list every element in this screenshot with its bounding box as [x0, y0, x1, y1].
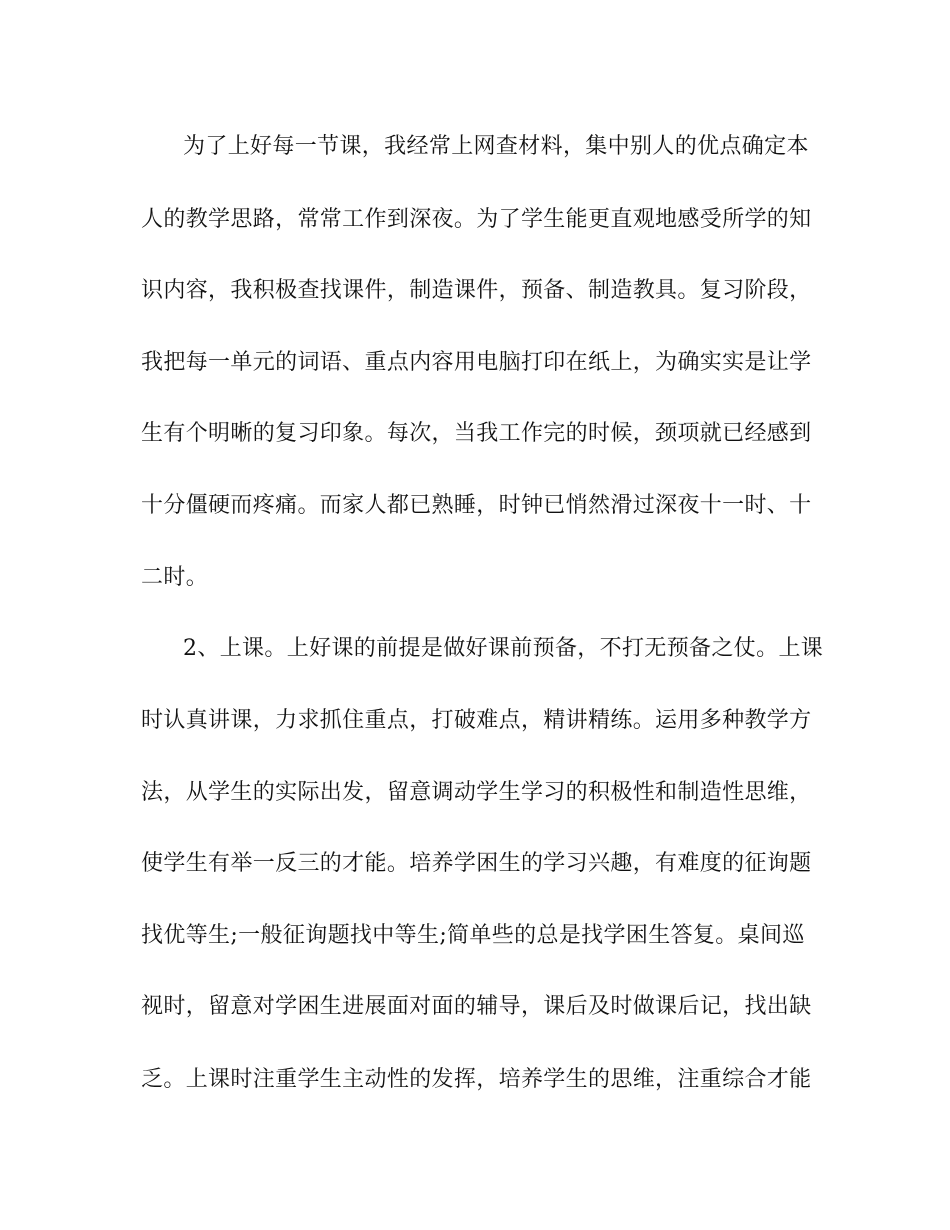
paragraph-1-line-4: 我把每一单元的词语、重点内容用电脑打印在纸上，为确实实是让学	[141, 350, 812, 375]
paragraph-1-line-1: 为了上好每一节课，我经常上网查材料，集中别人的优点确定本	[183, 134, 809, 159]
paragraph-1-line-5: 生有个明晰的复习印象。每次，当我工作完的时候，颈项就已经感到	[141, 421, 812, 446]
paragraph-1-line-3: 识内容，我积极查找课件，制造课件，预备、制造教具。复习阶段，	[141, 278, 812, 303]
paragraph-1-line-6: 十分僵硬而疼痛。而家人都已熟睡，时钟已悄然滑过深夜十一时、十	[141, 493, 812, 518]
paragraph-1-line-7: 二时。	[141, 565, 209, 590]
paragraph-2-line-5: 找优等生;一般征询题找中等生;简单些的总是找学困生答复。桌间巡	[141, 923, 805, 948]
paragraph-2-line-2: 时认真讲课，力求抓住重点，打破难点，精讲精练。运用多种教学方	[141, 708, 812, 733]
paragraph-2-line-4: 使学生有举一反三的才能。培养学困生的学习兴趣，有难度的征询题	[141, 851, 812, 876]
paragraph-2-line-1: 2、上课。上好课的前提是做好课前预备，不打无预备之仗。上课	[183, 636, 824, 661]
paragraph-2-line-7: 乏。上课时注重学生主动性的发挥，培养学生的思维，注重综合才能	[141, 1067, 812, 1092]
paragraph-1-line-2: 人的教学思路，常常工作到深夜。为了学生能更直观地感受所学的知	[141, 207, 812, 232]
paragraph-2-line-3: 法，从学生的实际出发，留意调动学生学习的积极性和制造性思维，	[141, 780, 812, 805]
paragraph-2-line-6: 视时，留意对学困生进展面对面的辅导，课后及时做课后记，找出缺	[141, 994, 812, 1019]
